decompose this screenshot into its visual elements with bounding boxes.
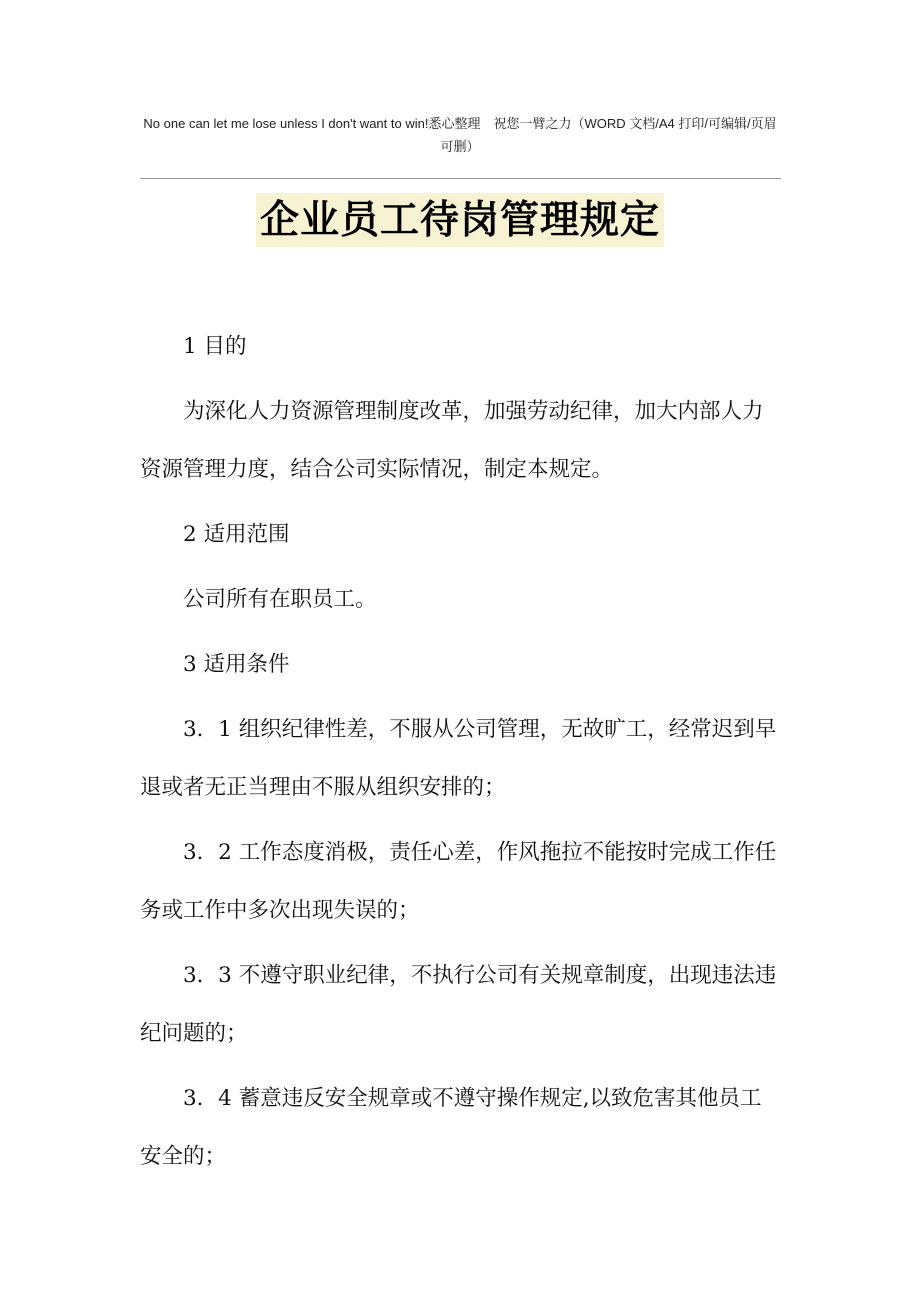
document-body (140, 318, 780, 1186)
condition-item-3-1: 3．1 组织纪律性差，不服从公司管理，无故旷工，经常迟到早退或者无正当理由不服从组织安排的； (140, 717, 777, 800)
paragraph-purpose: 为深化人力资源管理制度改革，加强劳动纪律，加大内部人力资源管理力度，结合公司实际情况，制定本规定。 (140, 399, 764, 482)
header-divider (140, 178, 781, 179)
document-title: 企业员工待岗管理规定 (256, 193, 664, 247)
section-heading-scope: 2 适用范围 (183, 522, 290, 547)
section-heading-conditions: 3 适用条件 (183, 652, 290, 677)
condition-item-3-4: 3．4 蓄意违反安全规章或不遵守操作规定,以致危害其他员工安全的； (140, 1086, 762, 1169)
condition-item-3-3: 3．3 不遵守职业纪律，不执行公司有关规章制度，出现违法违纪问题的； (140, 963, 777, 1046)
header-note: No one can let me lose unless I don't want to win!悉心整理 祝您一臂之力（WORD 文档/A4 打印/可编辑/页眉可删） (143, 116, 777, 154)
condition-item-3-2: 3．2 工作态度消极，责任心差，作风拖拉不能按时完成工作任务或工作中多次出现失误的； (140, 840, 777, 923)
paragraph-scope: 公司所有在职员工。 (183, 587, 377, 612)
section-heading-purpose: 1 目的 (183, 334, 247, 359)
title-block (0, 193, 920, 247)
